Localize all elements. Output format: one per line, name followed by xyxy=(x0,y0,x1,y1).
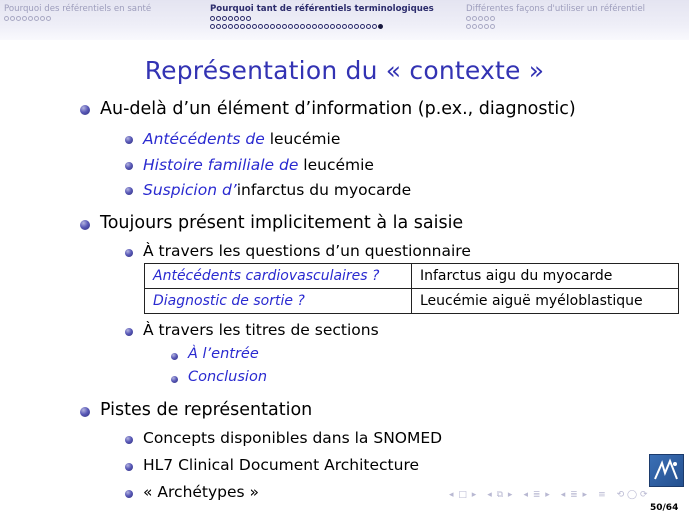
frame-dot-icon[interactable] xyxy=(228,24,233,29)
logo-mark-icon xyxy=(650,455,683,486)
frame-dot-icon[interactable] xyxy=(28,16,33,21)
section-frames xyxy=(466,16,645,31)
header-section-1[interactable] xyxy=(4,4,151,23)
sub-sub-bullet-entree: À l’entrée xyxy=(188,346,259,362)
frame-dot-row xyxy=(466,24,645,31)
frame-dot-icon[interactable] xyxy=(466,16,471,21)
frame-dot-icon[interactable] xyxy=(378,24,383,29)
frame-dot-icon[interactable] xyxy=(258,24,263,29)
section-frames xyxy=(4,16,151,23)
frame-dot-icon[interactable] xyxy=(4,16,9,21)
header-section-3[interactable] xyxy=(466,4,645,31)
frame-dot-row xyxy=(4,16,151,23)
frame-dot-icon[interactable] xyxy=(472,24,477,29)
frame-dot-icon[interactable] xyxy=(484,24,489,29)
sub-bullet-family-history xyxy=(143,156,374,174)
section-title[interactable]: Différentes façons d'utiliser un référentiel xyxy=(466,4,645,14)
bullet-icon xyxy=(125,463,133,471)
answer-cell: Leucémie aiguë myéloblastique xyxy=(412,289,679,314)
frame-dot-icon[interactable] xyxy=(240,16,245,21)
emphasis-text: Histoire familiale de xyxy=(143,156,299,174)
sub-bullet-snomed: Concepts disponibles dans la SNOMED xyxy=(143,429,443,447)
answer-cell: Infarctus aigu du myocarde xyxy=(412,264,679,289)
bullet-representation: Pistes de représentation xyxy=(100,400,313,420)
frame-dot-icon[interactable] xyxy=(478,16,483,21)
frame-dot-icon[interactable] xyxy=(282,24,287,29)
section-frames xyxy=(210,16,434,31)
nav-subsection-list-icon[interactable]: ◂ ≣ ▸ xyxy=(560,490,589,500)
frame-dot-icon[interactable] xyxy=(300,24,305,29)
frame-dot-icon[interactable] xyxy=(366,24,371,29)
bullet-icon xyxy=(171,353,178,360)
frame-dot-icon[interactable] xyxy=(306,24,311,29)
frame-dot-icon[interactable] xyxy=(216,16,221,21)
frame-dot-icon[interactable] xyxy=(34,16,39,21)
frame-dot-row xyxy=(210,16,434,23)
frame-dot-icon[interactable] xyxy=(466,24,471,29)
plain-text: infarctus du myocarde xyxy=(236,181,412,199)
frame-dot-icon[interactable] xyxy=(234,24,239,29)
sub-bullet-antecedents xyxy=(143,130,340,148)
plain-text: leucémie xyxy=(298,156,374,174)
bullet-icon xyxy=(80,105,90,115)
frame-dot-icon[interactable] xyxy=(222,16,227,21)
frame-dot-icon[interactable] xyxy=(360,24,365,29)
bullet-icon xyxy=(125,328,133,336)
frame-dot-icon[interactable] xyxy=(210,24,215,29)
frame-dot-icon[interactable] xyxy=(40,16,45,21)
slide-title: Représentation du « contexte » xyxy=(144,56,545,85)
questionnaire-table xyxy=(144,263,679,314)
frame-dot-icon[interactable] xyxy=(288,24,293,29)
frame-dot-icon[interactable] xyxy=(264,24,269,29)
nav-section-icon[interactable]: ◂ ≣ ▸ xyxy=(523,490,551,500)
frame-dot-row xyxy=(210,24,434,31)
emphasis-text: Suspicion d’ xyxy=(143,181,237,199)
frame-dot-icon[interactable] xyxy=(46,16,51,21)
bullet-icon xyxy=(125,162,133,170)
navigation-header xyxy=(0,0,689,40)
sub-bullet-hl7: HL7 Clinical Document Architecture xyxy=(143,456,420,474)
sub-bullet-archetypes: « Archétypes » xyxy=(143,483,260,501)
emphasis-text: Antécédents de xyxy=(143,130,265,148)
sub-bullet-suspicion xyxy=(143,181,411,199)
question-cell: Diagnostic de sortie ? xyxy=(145,289,412,314)
bullet-icon xyxy=(125,436,133,444)
table-row xyxy=(145,264,679,289)
question-cell: Antécédents cardiovasculaires ? xyxy=(145,264,412,289)
frame-dot-icon[interactable] xyxy=(490,16,495,21)
frame-dot-icon[interactable] xyxy=(276,24,281,29)
plain-text: leucémie xyxy=(264,130,341,148)
frame-dot-icon[interactable] xyxy=(472,16,477,21)
sub-bullet-section-titles: À travers les titres de sections xyxy=(143,321,379,339)
frame-dot-icon[interactable] xyxy=(216,24,221,29)
frame-dot-icon[interactable] xyxy=(22,16,27,21)
frame-dot-icon[interactable] xyxy=(372,24,377,29)
frame-dot-icon[interactable] xyxy=(348,24,353,29)
frame-dot-icon[interactable] xyxy=(354,24,359,29)
bullet-icon xyxy=(125,187,133,195)
frame-dot-icon[interactable] xyxy=(342,24,347,29)
bullet-icon xyxy=(80,220,90,230)
frame-dot-icon[interactable] xyxy=(228,16,233,21)
frame-dot-icon[interactable] xyxy=(234,16,239,21)
nav-subsection-icon[interactable]: ◂ ⧉ ▸ xyxy=(487,490,514,500)
beamer-navigation xyxy=(449,490,648,500)
frame-dot-icon[interactable] xyxy=(478,24,483,29)
bullet-icon xyxy=(80,407,90,417)
nav-search-icon[interactable]: ⟲ ◯ ⟳ xyxy=(616,490,648,500)
frame-dot-row xyxy=(466,16,645,23)
bullet-implicit: Toujours présent implicitement à la saisie xyxy=(100,213,464,233)
frame-dot-icon[interactable] xyxy=(490,24,495,29)
frame-dot-icon[interactable] xyxy=(324,24,329,29)
frame-dot-icon[interactable] xyxy=(330,24,335,29)
section-title[interactable]: Pourquoi des référentiels en santé xyxy=(4,4,152,14)
frame-dot-icon[interactable] xyxy=(252,24,257,29)
bullet-context: Au-delà d’un élément d’information (p.ex., diagnostic) xyxy=(100,99,576,119)
frame-dot-icon[interactable] xyxy=(16,16,21,21)
header-section-2[interactable] xyxy=(210,4,434,31)
frame-dot-icon[interactable] xyxy=(318,24,323,29)
institution-logo-icon xyxy=(649,454,684,487)
frame-dot-icon[interactable] xyxy=(270,24,275,29)
frame-dot-icon[interactable] xyxy=(246,24,251,29)
bullet-icon xyxy=(125,490,133,498)
frame-dot-icon[interactable] xyxy=(240,24,245,29)
sub-sub-bullet-conclusion: Conclusion xyxy=(188,369,268,385)
page-number: 50/64 xyxy=(650,503,679,513)
frame-dot-icon[interactable] xyxy=(246,16,251,21)
section-title[interactable]: Pourquoi tant de référentiels terminologiques xyxy=(210,4,434,14)
frame-dot-icon[interactable] xyxy=(10,16,15,21)
bullet-icon xyxy=(125,249,133,257)
frame-dot-icon[interactable] xyxy=(484,16,489,21)
nav-align-icon[interactable]: ≡ xyxy=(598,490,607,500)
bullet-icon xyxy=(125,136,133,144)
frame-dot-icon[interactable] xyxy=(312,24,317,29)
bullet-icon xyxy=(171,376,178,383)
frame-dot-icon[interactable] xyxy=(294,24,299,29)
sub-bullet-questionnaire: À travers les questions d’un questionnaire xyxy=(143,242,471,260)
frame-dot-icon[interactable] xyxy=(336,24,341,29)
nav-frame-icon[interactable]: ◂ □ ▸ xyxy=(449,490,478,500)
frame-dot-icon[interactable] xyxy=(210,16,215,21)
table-row xyxy=(145,289,679,314)
frame-dot-icon[interactable] xyxy=(222,24,227,29)
